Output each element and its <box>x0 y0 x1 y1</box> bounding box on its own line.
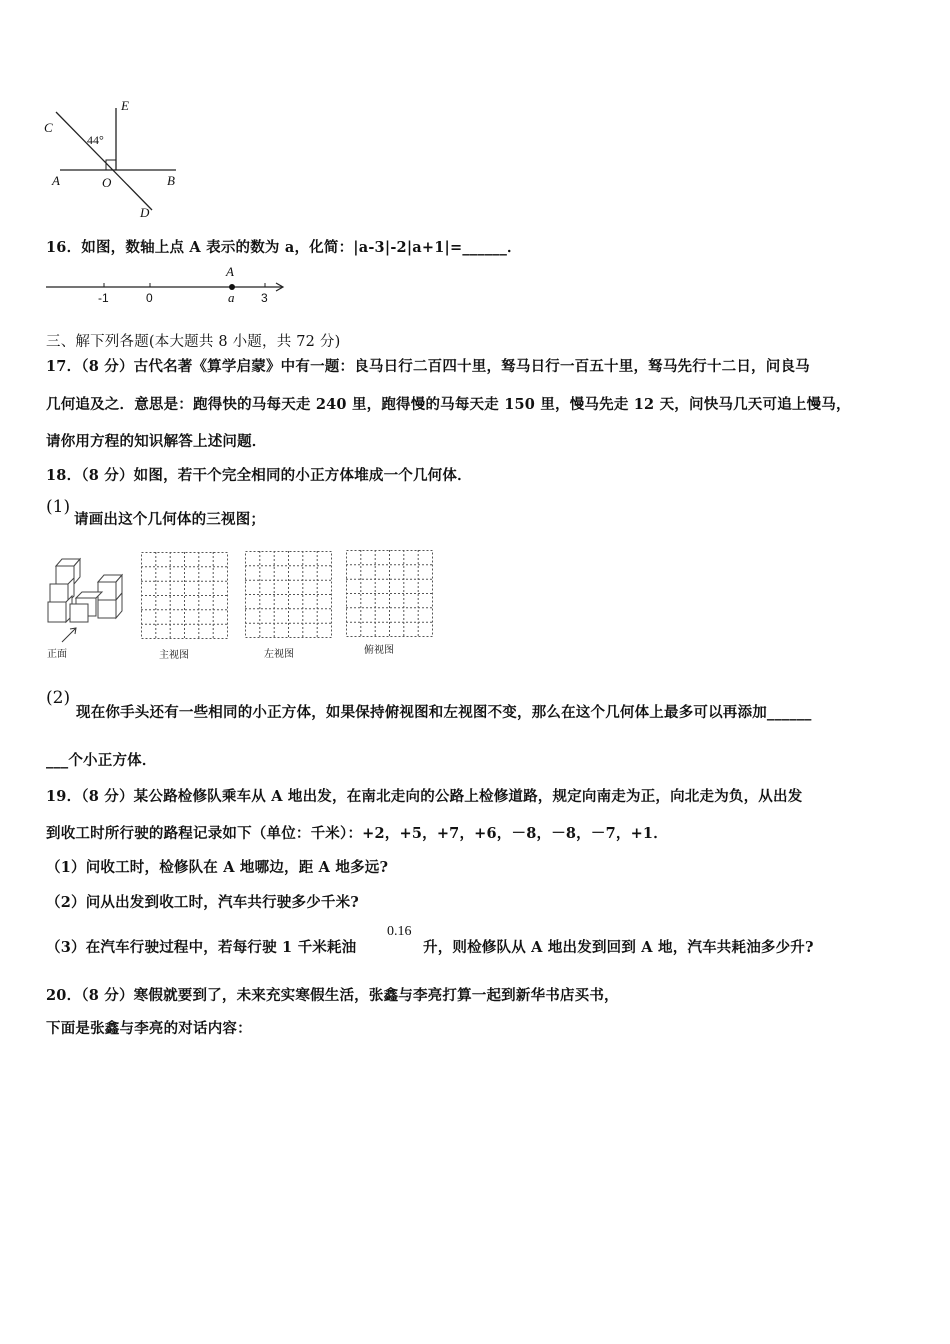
question-20-line1: 20．（8 分）寒假就要到了，未来充实寒假生活，张鑫与李亮打算一起到新华书店买书， <box>46 987 619 1004</box>
label-a: A <box>52 173 60 188</box>
question-17-line3: 请你用方程的知识解答上述问题． <box>46 433 267 450</box>
question-17-line2: 几何追及之．意思是：跑得快的马每天走 240 里，跑得慢的马每天走 150 里，慢马先走 12 天，问快马几天可追上慢马， <box>46 396 851 413</box>
part-2-text: 现在你手头还有一些相同的小正方体，如果保持俯视图和左视图不变，那么在这个几何体上最多可以再添加______ <box>76 704 812 721</box>
part-1-text: 请画出这个几何体的三视图； <box>74 511 266 528</box>
main-view-label: 主视图 <box>159 650 189 661</box>
label-c: C <box>44 120 53 135</box>
section-3-title: 三、解下列各题(本大题共 8 小题，共 72 分) <box>46 334 341 350</box>
main-view-grid <box>141 552 229 640</box>
label-e: E <box>121 98 129 113</box>
left-view-label: 左视图 <box>264 649 294 660</box>
part-2-continuation: ___个小正方体． <box>46 752 157 769</box>
top-view-grid <box>346 550 434 638</box>
question-19-line1: 19．（8 分）某公路检修队乘车从 A 地出发，在南北走向的公路上检修道路，规定向南走为正，向北走为负，从出发 <box>46 788 803 805</box>
top-view-label: 俯视图 <box>364 645 394 656</box>
question-17-line1: 17．（8 分）古代名著《算学启蒙》中有一题：良马日行二百四十里，驽马日行一百五十里，驽马先行十二日，问良马 <box>46 358 810 375</box>
question-19-sub1: （1）问收工时，检修队在 A 地哪边，距 A 地多远? <box>46 859 389 876</box>
question-19-sub2: （2）问从出发到收工时，汽车共行驶多少千米? <box>46 894 359 911</box>
question-20-line2: 下面是张鑫与李亮的对话内容： <box>46 1020 252 1037</box>
label-o: O <box>102 175 112 190</box>
tick-label-3: 3 <box>261 291 268 305</box>
label-d: D <box>140 205 150 220</box>
tick-label-0: 0 <box>146 291 153 305</box>
part-2-number: (2) <box>46 688 71 708</box>
label-angle: 44° <box>87 133 104 147</box>
question-16: 16．如图，数轴上点 A 表示的数为 a，化简：|a-3|-2|a+1|=______． <box>46 239 522 256</box>
label-b: B <box>167 173 175 188</box>
question-18-intro: 18．（8 分）如图，若干个完全相同的小正方体堆成一个几何体． <box>46 467 472 484</box>
left-view-grid <box>245 551 333 639</box>
tick-label-neg1: -1 <box>98 291 109 305</box>
part-1-number: (1) <box>46 497 71 517</box>
question-19-sub3-a: （3）在汽车行驶过程中，若每行驶 1 千米耗油 <box>46 939 357 956</box>
question-19-sub3-b: 升，则检修队从 A 地出发到回到 A 地，汽车共耗油多少升? <box>423 939 814 956</box>
fuel-rate-value: 0.16 <box>387 924 412 939</box>
question-19-line2: 到收工时所行驶的路程记录如下（单位：千米）：+2，+5，+7，+6，－8，－8，－7，+1． <box>46 825 668 842</box>
number-line-value-label: a <box>228 290 235 305</box>
front-label: 正面 <box>47 649 67 660</box>
number-line-point-label: A <box>226 264 234 279</box>
